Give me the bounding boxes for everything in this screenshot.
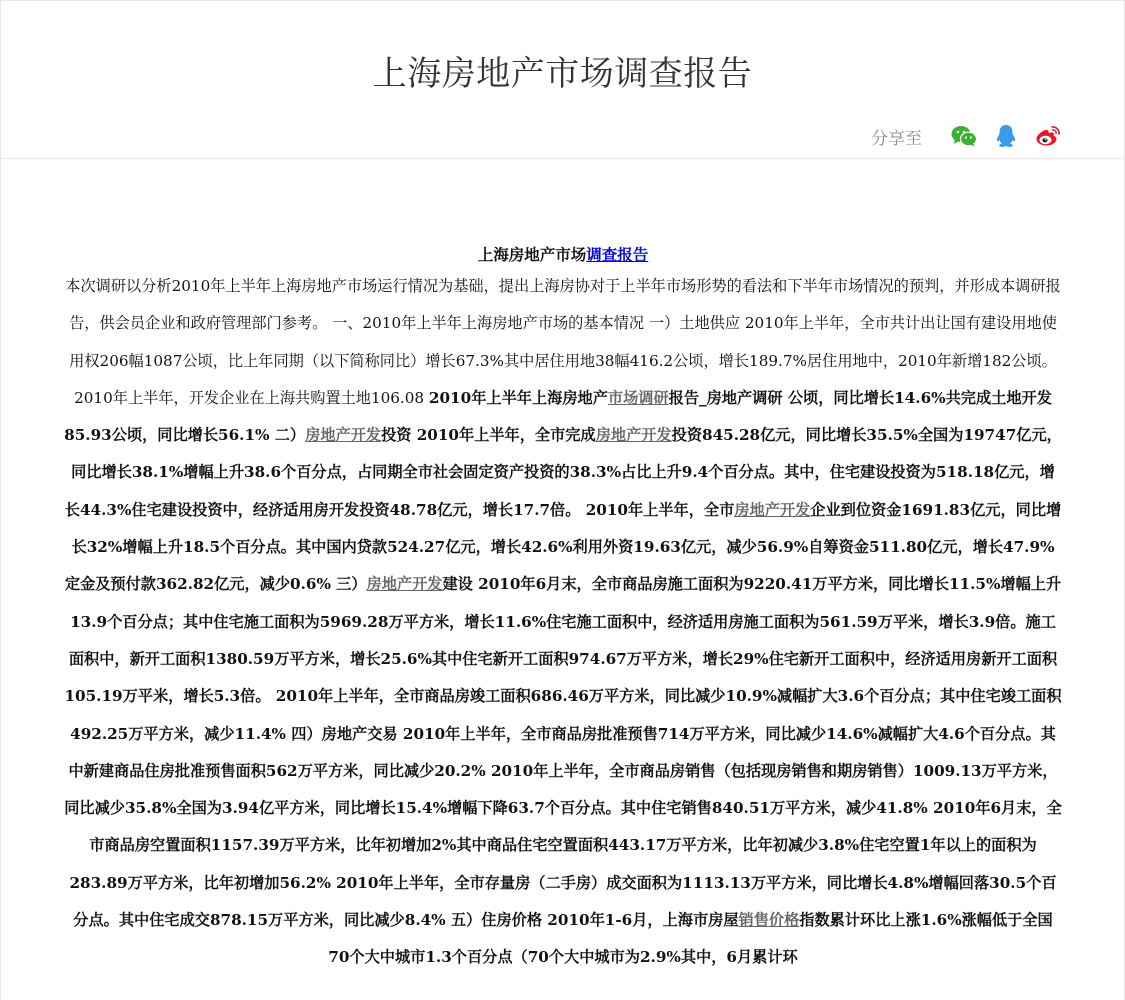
body-text-1: 本次调研以分析2010年上半年上海房地产市场运行情况为基础，提出上海房协对于上半年市场形势的看法和下半年市场情况的预判，并形成本调研报告，供会员企业和政府管理部门参考。 一、2010年上半年上海房地产市场的基本情况 一）土地供应 2010年上半年，全市共计出让国有建设用地使用权206幅1087公顷，比上年同期（以下简称同比）增长67.3%其中居住用地38幅416.2公顷，增长189.7%居住用地中，2010年新增182公顷。 2010年上半年，开发企业在上海共购置土地106.08 [65,277,1061,407]
body-text-5: 投资845.28亿元，同比增长35.5%全国为19747亿元，同比增长38.1%增幅上升38.6个百分点，占同期全市社会固定资产投资的38.3%占比上升9.4个百分点。其中，住宅建设投资为518.18亿元，增长44.3%住宅建设投资中，经济适用房开发投资48.78亿元，增长17.7倍。 2010年上半年，全市 [64,426,1062,519]
body-text-2: 2010年上半年上海房地产 [428,388,608,407]
page-title: 上海房地产市场调查报告 [372,54,753,94]
body-paragraph [64,268,1062,977]
qq-icon[interactable] [992,122,1020,150]
keyword-link-real-estate-dev-2[interactable]: 房地产开发 [595,426,672,445]
keyword-link-real-estate-dev-3[interactable]: 房地产开发 [734,500,811,519]
keyword-link-real-estate-dev-1[interactable]: 房地产开发 [305,426,382,445]
keyword-link-real-estate-dev-4[interactable]: 房地产开发 [366,575,443,594]
keyword-link-market-research[interactable]: 市场调研 [607,388,669,407]
weibo-icon[interactable] [1034,122,1062,150]
doc-heading [64,241,1062,268]
body-text-4: 投资 2010年上半年，全市完成 [381,426,596,445]
doc-heading-text: 上海房地产市场 [477,245,587,264]
share-bar [871,121,1062,151]
doc-heading-link[interactable]: 调查报告 [586,245,649,264]
body-text-3: 报告_房地产调研 公顷，同比增长14.6%共完成土地开发85.93公顷，同比增长56.1% 二） [64,388,1052,445]
share-label: 分享至 [871,128,922,149]
body-text-7: 建设 2010年6月末，全市商品房施工面积为9220.41万平方米，同比增长11.5%增幅上升13.9个百分点；其中住宅施工面积为5969.28万平方米，增长11.6%住宅施工面积中，经济适用房施工面积为561.59万平米，增长3.9倍。施工面积中，新开工面积1380.59万平方米，增长25.6%其中住宅新开工面积974.67万平方米，增长29%住宅新开工面积中，经济适用房新开工面积105.19万平米，增长5.3倍。 2010年上半年，全市商品房竣工面积686.46万平方米，同比减少10.9%减幅扩大3.6个百分点；其中住宅竣工面积492.25万平方米，减少11.4% 四）房地产交易 2010年上半年，全市商品房批准预售714万平方米，同比减少14.6%减幅扩大4.6个百分点。其中新建商品住房批准预售面积562万平方米，同比减少20.2% 2010年上半年，全市商品房销售（包括现房销售和期房销售）1009.13万平方米，同比减少35.8%全国为3.94亿平方米，同比增长15.4%增幅下降63.7个百分点。其中住宅销售840.51万平方米，减少41.8% 2010年6月末，全市商品房空置面积1157.39万平方米，比年初增加2%其中商品住宅空置面积443.17万平方米，比年初减少3.8%住宅空置1年以上的面积为283.89万平方米，比年初增加56.2% 2010年上半年，全市存量房（二手房）成交面积为1113.13万平方米，同比增长4.8%增幅回落30.5个百分点。其中住宅成交878.15万平方米，同比减少8.4% 五）住房价格 2010年1-6月，上海市房屋 [64,575,1062,930]
article-header [1,0,1124,159]
body-text-6: 企业到位资金1691.83亿元，同比增长32%增幅上升18.5个百分点。其中国内贷款524.27亿元，增长42.6%利用外资19.63亿元，减少56.9%自筹资金511.80亿元，增长47.9%定金及预付款362.82亿元，减少0.6% 三） [64,500,1062,594]
keyword-link-sales-price[interactable]: 销售价格 [738,911,800,930]
body-text-8: 指数累计环比上涨1.6%涨幅低于全国70个大中城市1.3个百分点（70个大中城市为2.9%其中，6月累计环 [328,911,1053,967]
article-body [64,241,1062,977]
wechat-icon[interactable] [950,122,978,150]
